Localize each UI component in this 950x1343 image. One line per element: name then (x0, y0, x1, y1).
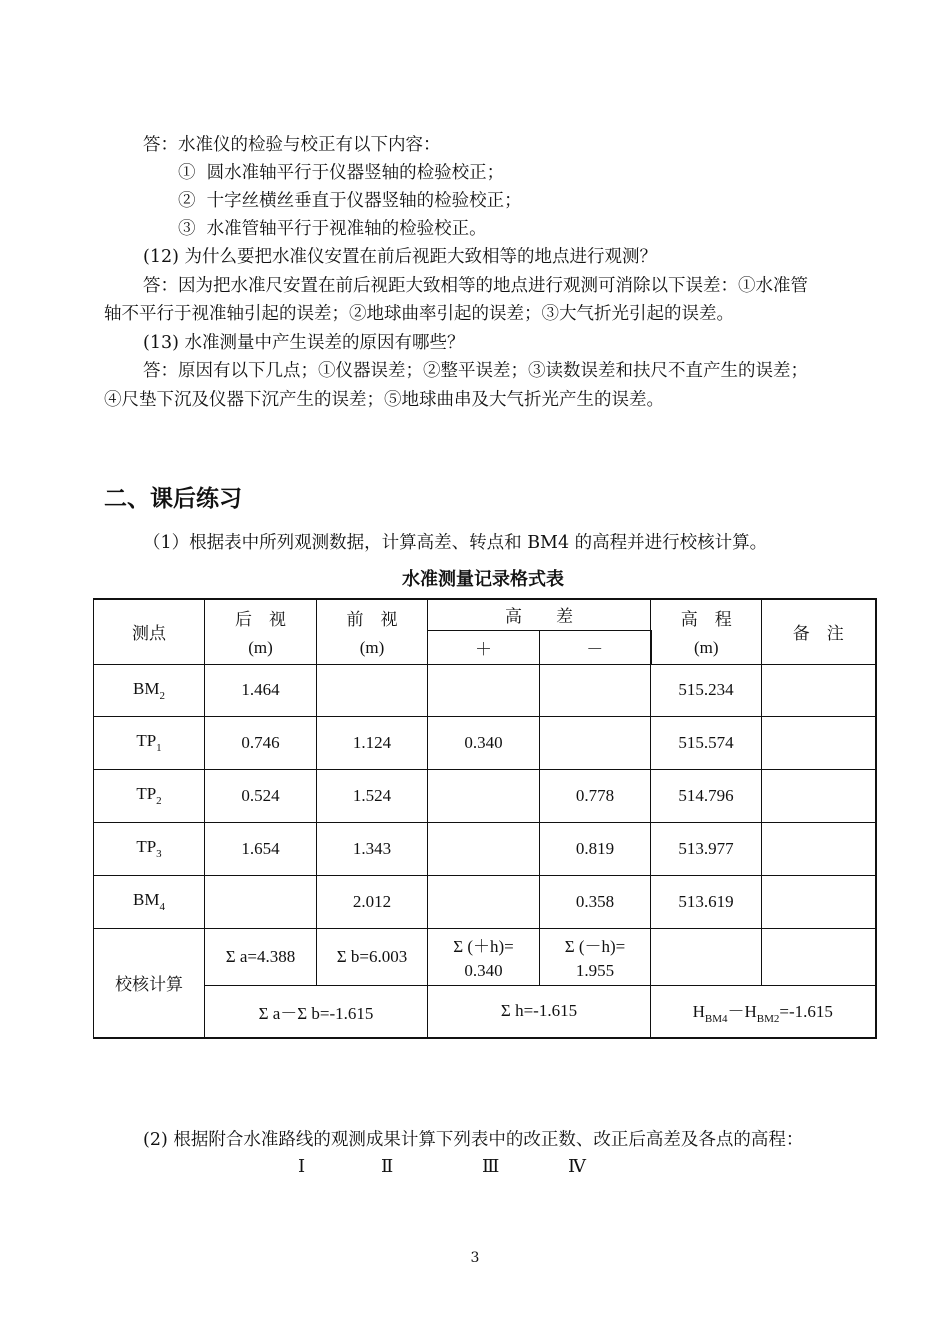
cell-plus (428, 664, 540, 716)
header-point: 测点 (94, 599, 205, 664)
cell-point: $BM_2$ (94, 664, 205, 716)
question-13: (13) 水准测量中产生误差的原因有哪些？ (143, 333, 465, 353)
question-12: (12) 为什么要把水准仪安置在前后视距大致相等的地点进行观测？ (143, 247, 657, 267)
exercise-1-text: （1）根据表中所列观测数据，计算高差、转点和 BM4 的高程并进行校核计算。 (143, 533, 768, 553)
answer-13-line1: 答：原因有以下几点；①仪器误差；②整平误差；③读数误差和扶尺不直产生的误差； (143, 361, 808, 381)
cell-minus: 0.778 (540, 769, 651, 822)
cell-foresight: 1.524 (317, 769, 428, 822)
cell-point: $TP_1$ (94, 716, 205, 769)
header-backsight: 后 视 (m) (205, 599, 317, 664)
cell-minus: 0.819 (540, 822, 651, 875)
cell-backsight (205, 875, 317, 928)
header-plus: ＋ (428, 630, 540, 664)
cell-plus (428, 875, 540, 928)
header-remarks: 备 注 (762, 599, 876, 664)
cell-remarks (762, 769, 876, 822)
cell-plus: 0.340 (428, 716, 540, 769)
roman-label-3: Ⅲ (482, 1156, 500, 1177)
cell-point: $TP_2$ (94, 769, 205, 822)
cell-minus (540, 664, 651, 716)
check-sum-minus: Σ (－h)= 1.955 (540, 928, 651, 985)
cell-backsight: 1.464 (205, 664, 317, 716)
cell-backsight: 0.746 (205, 716, 317, 769)
table-row (94, 716, 876, 769)
check-empty-remarks (762, 928, 876, 985)
roman-label-1: Ⅰ (298, 1156, 306, 1177)
check-a-minus-b: Σ a－Σ b=-1.615 (205, 985, 428, 1038)
table-row (94, 769, 876, 822)
cell-plus (428, 769, 540, 822)
check-sum-plus: Σ (＋h)= 0.340 (428, 928, 540, 985)
page-number: 3 (470, 1250, 480, 1266)
cell-backsight: 1.654 (205, 822, 317, 875)
leveling-record-table (93, 598, 877, 1039)
roman-label-4: Ⅳ (568, 1156, 586, 1177)
header-minus: － (540, 630, 651, 664)
table-row (94, 822, 876, 875)
check-row-2 (94, 985, 876, 1038)
answer-item-2: ② 十字丝横丝垂直于仪器竖轴的检验校正； (178, 191, 522, 211)
cell-elevation: 515.234 (651, 664, 762, 716)
check-label: 校核计算 (94, 928, 205, 1038)
table-row (94, 875, 876, 928)
cell-backsight: 0.524 (205, 769, 317, 822)
cell-remarks (762, 664, 876, 716)
check-sum-a: Σ a=4.388 (205, 928, 317, 985)
table-row (94, 664, 876, 716)
cell-elevation: 513.977 (651, 822, 762, 875)
roman-label-2: Ⅱ (381, 1156, 394, 1177)
cell-elevation: 515.574 (651, 716, 762, 769)
check-empty-elevation (651, 928, 762, 985)
section-title: 二、课后练习 (104, 486, 242, 512)
exercise-2-text: (2) 根据附合水准路线的观测成果计算下列表中的改正数、改正后高差及各点的高程： (143, 1130, 804, 1150)
cell-plus (428, 822, 540, 875)
cell-elevation: 514.796 (651, 769, 762, 822)
cell-foresight: 1.343 (317, 822, 428, 875)
check-h-difference: $H_{BM4}-H_{BM2}=-1.615$ (651, 985, 876, 1038)
table-caption: 水准测量记录格式表 (402, 569, 564, 590)
check-sum-b: Σ b=6.003 (317, 928, 428, 985)
cell-foresight: 2.012 (317, 875, 428, 928)
answer-12-line2: 轴不平行于视准轴引起的误差；②地球曲率引起的误差；③大气折光引起的误差。 (104, 304, 734, 324)
cell-remarks (762, 716, 876, 769)
cell-minus: 0.358 (540, 875, 651, 928)
check-row-1 (94, 928, 876, 985)
header-height-diff: 高 差 (428, 599, 651, 630)
cell-point: $TP_3$ (94, 822, 205, 875)
header-elevation: 高 程 (m) (651, 599, 762, 664)
answer-item-1: ① 圆水准轴平行于仪器竖轴的检验校正； (178, 163, 505, 183)
answer-intro: 答：水准仪的检验与校正有以下内容： (143, 135, 441, 155)
header-foresight: 前 视 (m) (317, 599, 428, 664)
check-sum-h: Σ h=-1.615 (428, 985, 651, 1038)
answer-13-line2: ④尺垫下沉及仪器下沉产生的误差；⑤地球曲串及大气折光产生的误差。 (104, 390, 664, 410)
cell-elevation: 513.619 (651, 875, 762, 928)
cell-remarks (762, 875, 876, 928)
answer-item-3: ③ 水准管轴平行于视准轴的检验校正。 (178, 219, 487, 239)
cell-minus (540, 716, 651, 769)
cell-foresight: 1.124 (317, 716, 428, 769)
cell-foresight (317, 664, 428, 716)
cell-remarks (762, 822, 876, 875)
answer-12-line1: 答：因为把水准尺安置在前后视距大致相等的地点进行观测可消除以下误差：①水准管 (143, 276, 808, 296)
cell-point: $BM_4$ (94, 875, 205, 928)
